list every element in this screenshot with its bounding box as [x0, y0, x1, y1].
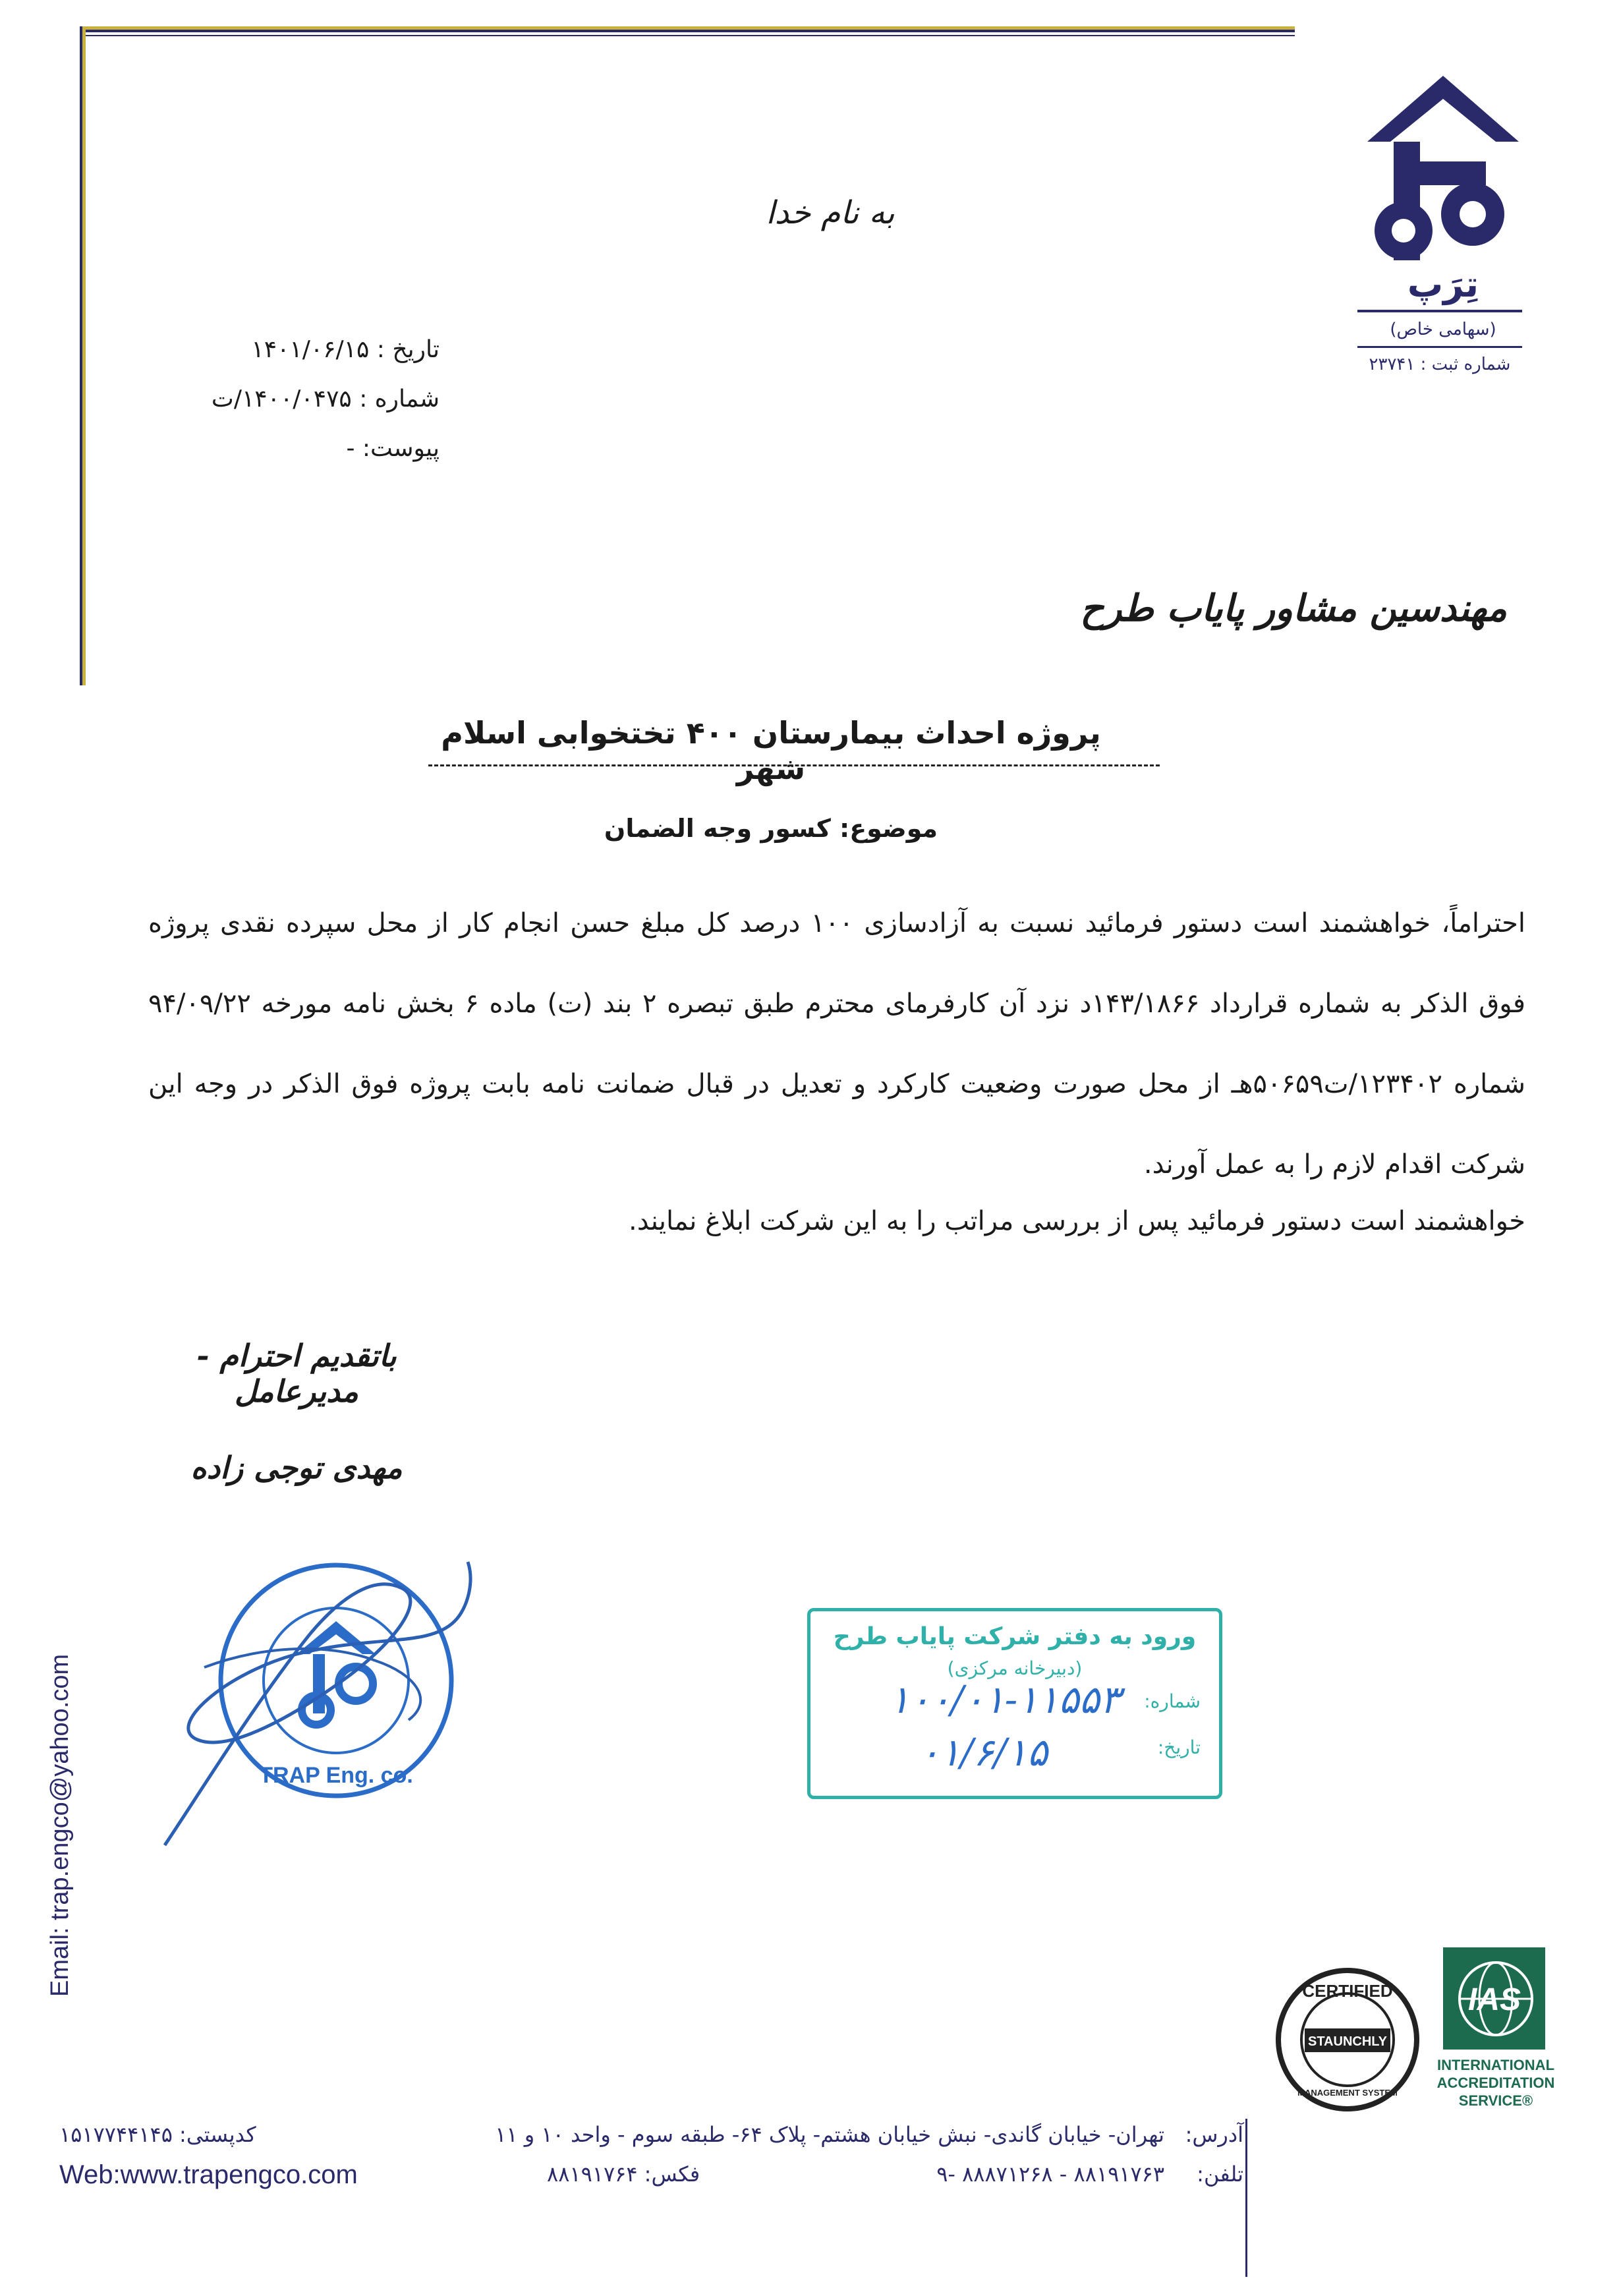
recipient-name: مهندسین مشاور پایاب طرح: [1080, 587, 1507, 630]
logo-divider: [1357, 310, 1522, 312]
receipt-stamp: [807, 1608, 1222, 1799]
ias-accreditation-logo-icon: [1443, 1947, 1545, 2050]
stamp-date-value: ۰۱/۶/۱۵: [919, 1730, 1048, 1775]
stamp-date-label: تاریخ:: [1157, 1736, 1201, 1758]
ias-logo-text: IAS: [1467, 1982, 1521, 2017]
stamp-title: ورود به دفتر شرکت پایاب طرح: [833, 1623, 1197, 1650]
ias-caption-line-1: INTERNATIONAL: [1436, 2057, 1555, 2073]
body-paragraph-2: خواهشمند است دستور فرمائید پس از بررسی مراتب را به این شرکت ابلاغ نمایند.: [629, 1206, 1525, 1236]
signatory-name: مهدی توجی زاده: [190, 1450, 403, 1485]
company-type: (سهامی خاص): [1390, 320, 1496, 339]
letter-date: تاریخ : ۱۴۰۱/۰۶/۱۵: [251, 336, 440, 363]
stamp-number-label: شماره:: [1144, 1690, 1201, 1712]
cert-mgmt-text: MANAGEMENT SYSTEM: [1297, 2088, 1398, 2098]
cert-staunchly-text: STAUNCHLY: [1307, 2034, 1388, 2049]
footer-address-label: آدرس:: [1185, 2122, 1243, 2147]
signature-regards: باتقدیم احترام - مدیرعامل: [196, 1338, 397, 1409]
ias-caption-line-2: ACCREDITATION: [1436, 2075, 1555, 2091]
stamp-number-value: ۱۰۰/۰۱-۱۱۵۵۳: [889, 1677, 1120, 1722]
handwritten-signature-icon: [125, 1535, 494, 1878]
ias-caption: [1427, 2056, 1565, 2109]
bismillah-heading: به نام خدا: [766, 194, 895, 231]
cert-certified-text: CERTIFIED: [1302, 1981, 1393, 2001]
ias-caption-line-3: SERVICE®: [1458, 2092, 1533, 2109]
title-dashed-rule: [428, 764, 1160, 766]
footer-phone: ۹- ۸۸۸۷۱۲۶۸ - ۸۸۱۹۱۷۶۳: [936, 2162, 1164, 2187]
company-registration: شماره ثبت : ۲۳۷۴۱: [1369, 355, 1511, 374]
letter-number: شماره : ۱۴۰۰/۰۴۷۵/ت: [211, 386, 440, 413]
company-name: تِرَپ: [1407, 264, 1479, 305]
body-paragraph-1: احتراماً، خواهشمند است دستور فرمائید نسبت به آزادسازی ۱۰۰ درصد کل مبلغ حسن انجام کار از محل سپرده نقدی پروژه فوق الذکر به شماره قرارداد ۱۴۳/۱۸۶۶د نزد آن کارفرمای محترم طبق تبصره ۲ بند (ت) ماده ۶ بخش نامه مورخه ۹۴/۰۹/۲۲ شماره ۱۲۳۴۰۲/ت۵۰۶۵۹هـ از محل صورت وضعیت کارکرد و تعدیل در قبال ضمانت نامه بابت پروژه فوق الذکر در وجه این شرکت اقدام لازم را به عمل آورند.: [148, 908, 1526, 1180]
project-title: پروژه احداث بیمارستان ۴۰۰ تختخوابی اسلام شهر: [441, 715, 1101, 786]
letter-body: [148, 883, 1525, 1205]
footer-fax: فکس: ۸۸۱۹۱۷۶۴: [547, 2162, 700, 2187]
seal-text: TRAP Eng. co.: [259, 1763, 413, 1788]
footer-phone-label: تلفن:: [1197, 2162, 1243, 2187]
certified-management-system-badge-icon: [1272, 1964, 1423, 2115]
frame-top-border: [82, 26, 1295, 30]
contact-email: Email: trap.engco@yahoo.com: [46, 1653, 74, 1997]
letter-attachment: پیوست: -: [346, 435, 440, 462]
footer-zip: کدپستی: ۱۵۱۷۷۴۴۱۴۵: [59, 2122, 256, 2147]
frame-left-border: [82, 26, 86, 685]
footer-divider: [1245, 2119, 1247, 2277]
footer-website: Web:www.trapengco.com: [59, 2160, 358, 2189]
stamp-subtitle: (دبیرخانه مرکزی): [947, 1657, 1083, 1679]
footer-address: تهران- خیابان گاندی- نبش خیابان هشتم- پلاک ۶۴- طبقه سوم - واحد ۱۰ و ۱۱: [495, 2122, 1164, 2147]
logo-divider-2: [1357, 346, 1522, 348]
letter-subject: موضوع: کسور وجه الضمان: [604, 814, 938, 843]
